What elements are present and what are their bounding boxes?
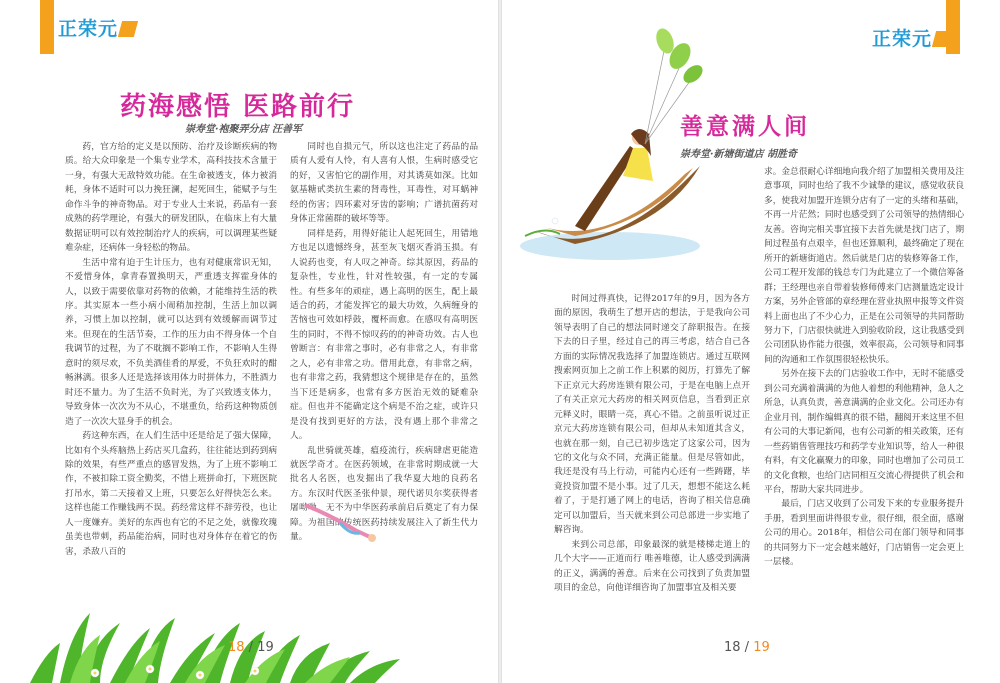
article-byline: 崇寿堂·新塘街道店 胡胜奇 (680, 149, 797, 160)
text-column-1 (554, 292, 750, 596)
article-byline: 崇寿堂·袍聚弄分店 汪善军 (185, 124, 302, 135)
article-title: 药海感悟 医路前行 (120, 92, 356, 122)
page-number: 18 / 19 (228, 640, 274, 655)
brand-logo: 正荣元 (872, 24, 950, 51)
paragraph: 另外在接下去的门店验收工作中，无时不能感受到公司充满着满满的为他人着想的利他精神，急人之所急，认真负责，善意满满的企业文化。公司还办有企业月刊，制作编辑真的很不错，翻阅开来这里不但有公司的大事记新闻，也有公司新的相关政策，还有一些药销售管理技巧和药学专业知识等，给人一种很有料，有文化赢聚力的印象，同时也增加了公司员工的文化食粮，也给门店同相互交流心得提供了机会和平台，帮助大家共同进步。 (764, 369, 964, 495)
text-column-2 (764, 165, 964, 570)
paragraph: 同时也自损元气，所以这也注定了药品的品质有人爱有人怜，有人喜有人恨，生病时感受它的好，又害怕它的副作用，对其诱莫如深。比如氨基糖甙类抗生素的肾毒性，耳毒性，对耳蜗神经的伤害；四环素对牙齿的影响；广谱抗菌药对身体正常菌群的破坏等等。 (290, 142, 478, 225)
logo-accent-bar (40, 0, 54, 54)
paragraph: 时间过得真快，记得2017年的9月，因为各方面的原因，我萌生了想开店的想法，于是我向公司领导表明了自己的想法同时递交了辞职报告。在接下去的日子里，经过自己的再三考虑，结合自己各方面的实际情况我选择了加盟连锁店。通过互联网搜索网页加上之前工作上积累的阅历，打算先了解下正京元大药房连锁有限公司，于是在电脑上点开了有关正京元大药房的相关网页信息，当看到正京元释义时，眼睛一亮，真心不错。之前虽听说过正京元大药房连锁有限公司，但却从未知道其含义，也就在那一刻，自己已初步选定了这家公司，因为它的文化与众不同，充满正能量。但是尽管如此，我还是没有马上行动，可能内心还有一些踌躇，毕竟投资加盟不是小事。过了几天，想想不能这么耗着了，于是打通了网上的电话，咨询了相关信息确定可以加盟后，当天就来到公司总部进一步实地了解咨询。 (554, 294, 750, 536)
logo-accent-bar (946, 0, 960, 54)
paragraph: 乱世骑就英雄，瘟疫流行，疾病肆虐更能造就医学奇才。在医药领域，在非常时期成就一大批名人名医，也发掘出了我华夏大地的良药名方。东汉时代医圣张仲景，现代诺贝尔奖获得者屠呦呦，无不为中华医药承前启后奠定了有力保障。为祖国的传统医药持续发展注入了新生代力量。 (290, 445, 478, 543)
paragraph: 药这种东西，在人们生活中还是给足了强大保障，比如有个头疼脑热上药店买几盒药，往往能达到药到病除的效果，有些严重点的感冒发热，为了上班不影响工作，不被扣除工资全勤奖，不惜上班拼命打，下班医院打吊水，第二天接着又上班，只要怎么好得快怎么来。这样也能工作赚钱两不误。药经常这样不辞劳役，也让人一度嫌弃。美好的东西也有它的不足之处，就像玫瑰虽美也带刺，药品能治病，同时也对身体存在着它的伤害，杀敌八百的 (65, 431, 277, 557)
paragraph: 求。金总很耐心详细地向我介绍了加盟相关费用及注意事项，同时也给了我不少诚挚的建议，感觉收获良多，使我对加盟开连锁分店有了一定的头绪和基础，不再一片茫然；同时也感受到了公司领导的热情细心友善。咨询完相关事宜接下去首先就是找门店了，期间过程虽有点艰辛，但也还算顺利，最终确定了现在所开的新塘街道店。然后就是门店的装修筹备工作，公司工程开发部的钱总专门为此建立了一个微信筹备群；王经理也亲自带着装修师傅来门店测量选定设计方案，另外企管部的章经理在营业执照申报等文件资料上面也出了不少心力，正是在公司领导的共同帮助努力下，门店很快就进入到验收阶段，这让我感受到公司团队协作能力很强，效率很高，公司领导和同事间的沟通和工作氛围很轻松快乐。 (764, 167, 964, 365)
text-column-1 (65, 140, 277, 559)
article-title: 善意满人间 (680, 114, 810, 140)
brand-logo: 正荣元 (58, 14, 136, 41)
text-column-2 (290, 140, 478, 545)
paragraph: 最后，门店又收到了公司发下来的专业服务提升手册，看到里面讲得很专业，很仔细，很全面，感谢公司的用心。2018年，相信公司在部门领导和同事的共同努力下一定会越来越好，门店销售一定会更上一层楼。 (764, 499, 964, 568)
paragraph: 同样是药，用得好能让人起死回生，用错地方也足以遗憾终身，甚至灰飞烟灭香消玉损。有人说药也变，有人叹之神奇。综其原因，药品的复杂性，专业性，针对性较强，有一定的专属性。有些多年的顽症，遇上高明的医生，配上最适合的药，才能发挥它的最大功效，久病缠身的苦恼也可效如桴鼓，覆杯而愈。在感叹有高明医生的同时，不得不惊叹药的的神奇功效。古人也曾断言：有非常之事时，必有非常之人，有非常之人，必有非常之功。借用此意，有非常之病，也有非常之药，我猜想这个规律是存在的，虽然当下还是病多，也常有多方医治无效的疑难杂症。但也并不能确定这个病是不治之症，或许只是没有找到更好的方法，没有遇上那个非常之人。 (290, 228, 478, 442)
page-number: 18 / 19 (724, 640, 770, 655)
flying-girl-illustration (300, 495, 380, 545)
paragraph: 药，官方给的定义是以预防、治疗及诊断疾病的物质。给大众印象是一个集专业学术，高科技技术含量于一身，有强大无敌特效功能。在生命被透支，体力被消耗，身体不适时可以力挽狂澜，起死回生，能赋予与生命作斗争的神奇物品。对于专业人士来说，药品有一套成熟的药学理论，有强大的研发团队，在临床上有大量数据证明可以有效控制治疗人的疾病，可以调理某些疑难杂症，还病体一身轻松的物品。 (65, 142, 277, 254)
paragraph: 生活中常有迫于生计压力，也有对健康常识无知，不爱惜身体，拿青春置换明天，严重透支挥霍身体的人，以致于需要依靠对药物的依赖，才能维持生活的秩序。其实原本一些小病小闹稍加控制，生活上加以调养，习惯上加以控制，就可以达到有效缓解而调节过来。但现在的生活节奏，工作的压力由不得身体一个自我调节的过程，为了不耽搁不影响工作，不影响人生得意时的须尽欢，不负美酒佳肴的厚爱，不负狂欢时的酣畅淋漓。很多人还是选择该用体力时拼体力，不胜酒力时还不量力。为了生活不负时光，为了兴致透支体力，导致身体一次次为不从心，不堪重负，给药这种物质创造了一次次大显身手的机会。 (65, 257, 277, 427)
left-page (0, 0, 498, 683)
logo-mark-icon (118, 21, 138, 37)
paragraph: 来到公司总部，印象最深的就是楼梯走道上的几个大字——正道而行 唯善唯德，让人感受到满满的正义，满满的善意。后来在公司找到了负责加盟项目的金总，向他详细咨询了加盟事宜及相关要 (554, 539, 750, 594)
grass-illustration (0, 573, 480, 683)
boat-girl-illustration (515, 26, 715, 266)
